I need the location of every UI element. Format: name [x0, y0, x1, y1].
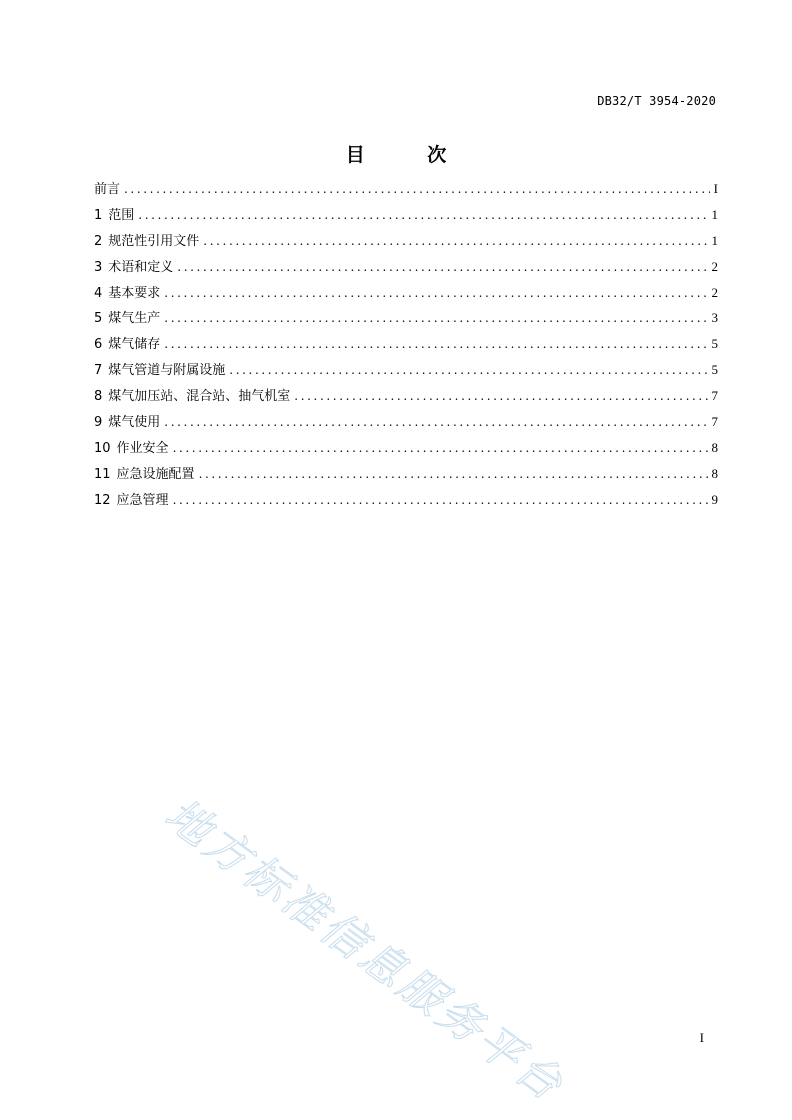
toc-leader-dots [229, 363, 707, 377]
toc-entry-number: 8 [94, 389, 103, 405]
toc-entry-title: 煤气储存 [108, 337, 161, 353]
toc-entry-3[interactable] [94, 256, 718, 282]
toc-entry-page: I [713, 181, 718, 196]
toc-leader-dots [164, 415, 707, 429]
toc-entry-label [94, 230, 199, 249]
toc-entry-label [94, 282, 160, 301]
toc-entry-title: 煤气使用 [108, 415, 161, 431]
toc-entry-label [94, 411, 160, 430]
toc-leader-dots [164, 311, 707, 325]
toc-entry-preface[interactable] [94, 178, 718, 204]
toc-entry-number: 5 [94, 311, 103, 327]
toc-entry-page: 7 [711, 388, 718, 404]
toc-entry-page: 1 [711, 206, 718, 222]
toc-entry-number: 1 [94, 207, 103, 223]
toc-entry-2[interactable] [94, 230, 718, 256]
toc-entry-number: 7 [94, 363, 103, 379]
toc-entry-label [94, 307, 160, 326]
toc-entry-4[interactable] [94, 282, 718, 308]
toc-entry-page: 2 [711, 258, 718, 274]
toc-entry-title: 作业安全 [116, 440, 169, 456]
toc-entry-label [94, 256, 173, 275]
toc-entry-label [94, 359, 225, 378]
toc-entry-page: 7 [711, 414, 718, 430]
toc-entry-page: 3 [711, 310, 718, 326]
toc-title: 目 次 [345, 144, 475, 166]
toc-entry-number: 3 [94, 259, 103, 275]
toc-entry-label [94, 437, 169, 456]
toc-leader-dots [199, 467, 708, 481]
toc-entry-title: 应急管理 [116, 492, 169, 508]
toc-entry-title: 规范性引用文件 [108, 233, 200, 249]
toc-leader-dots [177, 260, 707, 274]
toc-entry-title: 煤气加压站、混合站、抽气机室 [108, 389, 291, 405]
toc-entry-title: 应急设施配置 [116, 466, 195, 482]
toc-entry-title: 煤气生产 [108, 311, 161, 327]
toc-leader-dots [164, 286, 707, 300]
toc-entry-title: 范围 [108, 207, 135, 223]
toc-entry-8[interactable] [94, 385, 718, 411]
toc-leader-dots [173, 441, 708, 455]
toc-entry-title: 基本要求 [108, 285, 161, 301]
toc-entry-label [94, 333, 160, 352]
toc-leader-dots [294, 389, 707, 403]
toc-entry-number: 10 [94, 440, 111, 456]
toc-entry-6[interactable] [94, 333, 718, 359]
table-of-contents [94, 178, 718, 515]
toc-entry-label [94, 385, 290, 404]
toc-entry-number: 12 [94, 492, 111, 508]
toc-entry-page: 5 [711, 336, 718, 352]
toc-entry-7[interactable] [94, 359, 718, 385]
toc-leader-dots [203, 234, 707, 248]
watermark: 地方标准信息服务平台 [155, 788, 574, 1113]
toc-entry-page: 8 [711, 439, 718, 455]
toc-entry-page: 2 [711, 284, 718, 300]
toc-entry-page: 5 [711, 362, 718, 378]
toc-entry-page: 8 [711, 465, 718, 481]
toc-entry-label [94, 204, 134, 223]
toc-entry-number: 6 [94, 337, 103, 353]
toc-entry-1[interactable] [94, 204, 718, 230]
toc-entry-5[interactable] [94, 307, 718, 333]
toc-leader-dots [138, 208, 707, 222]
toc-entry-label [94, 489, 169, 508]
toc-leader-dots [124, 182, 710, 196]
toc-entry-9[interactable] [94, 411, 718, 437]
document-code: DB32/T 3954-2020 [597, 94, 716, 108]
page-number: I [699, 1030, 704, 1045]
toc-leader-dots [173, 493, 708, 507]
toc-entry-title: 煤气管道与附属设施 [108, 363, 226, 379]
toc-leader-dots [164, 337, 707, 351]
toc-entry-12[interactable] [94, 489, 718, 515]
toc-entry-page: 1 [711, 232, 718, 248]
toc-entry-title: 术语和定义 [108, 259, 174, 275]
toc-entry-label [94, 463, 195, 482]
toc-entry-number: 4 [94, 285, 103, 301]
toc-entry-label [94, 178, 120, 197]
toc-entry-page: 9 [711, 491, 718, 507]
toc-entry-number: 2 [94, 233, 103, 249]
toc-entry-number: 9 [94, 415, 103, 431]
toc-entry-10[interactable] [94, 437, 718, 463]
toc-entry-11[interactable] [94, 463, 718, 489]
toc-entry-number: 11 [94, 466, 111, 482]
toc-entry-title: 前言 [94, 182, 121, 197]
